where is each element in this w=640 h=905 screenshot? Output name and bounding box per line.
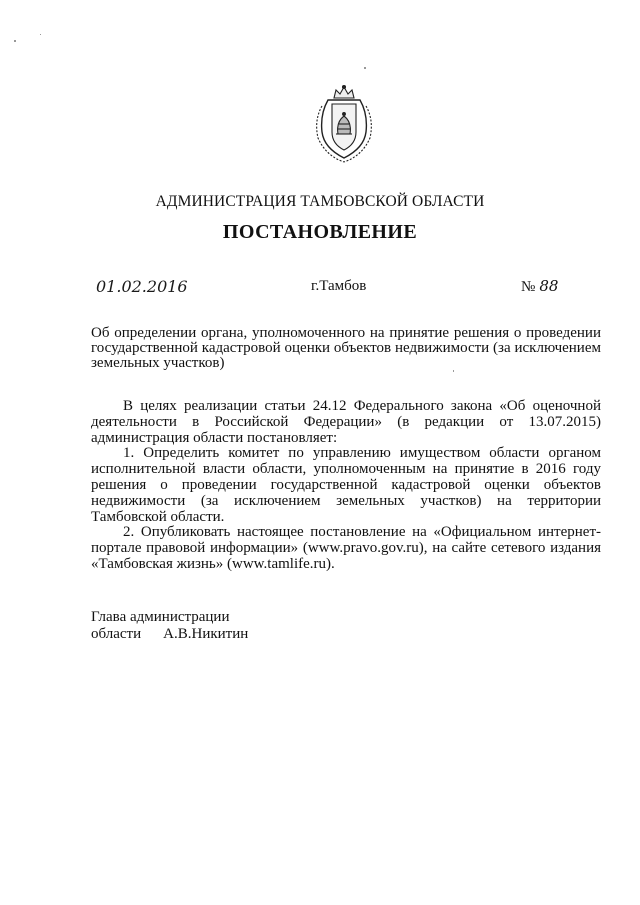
document-city: г.Тамбов (311, 278, 367, 294)
preamble-paragraph: В целях реализации статьи 24.12 Федерального закона «Об оценочной деятельности в Российской Федерации» (в редакции от 13.07.2015) администрация области постановляет: (91, 398, 601, 446)
document-type: ПОСТАНОВЛЕНИЕ (222, 221, 418, 243)
issuing-authority: АДМИНИСТРАЦИЯ ТАМБОВСКОЙ ОБЛАСТИ (155, 193, 485, 210)
scan-speck (364, 67, 366, 69)
decree-body (91, 399, 601, 573)
scan-speck (14, 40, 16, 42)
signatory-name: А.В.Никитин (163, 625, 249, 642)
document-date: 01.02.2016 (96, 277, 188, 296)
signatory-position-cont: области (91, 625, 142, 642)
decree-title: Об определении органа, уполномоченного на принятие решения о проведении государственной кадастровой оценки объектов недвижимости (за исключением земельных участков) (91, 325, 601, 371)
signature-block (91, 609, 248, 642)
clause-2-paragraph: 2. Опубликовать настоящее постановление на «Официальном интернет-портале правовой информации» (www.pravo.gov.ru), на сайте сетевого издания «Тамбовская жизнь» (www.tamlife.ru). (91, 524, 601, 572)
signatory-position: Глава администрации (91, 609, 230, 625)
number-value: 88 (539, 277, 559, 295)
scan-speck (453, 370, 454, 372)
coat-of-arms-icon (312, 84, 376, 164)
number-label: № (521, 279, 536, 295)
document-number (521, 277, 558, 296)
clause-1-paragraph: 1. Определить комитет по управлению имуществом области органом исполнительной власти области, уполномоченным на принятие в 2016 году решения о проведении государственной кадастровой оценки объектов недвижимости (за исключением земельных участков) на территории Тамбовской области. (91, 445, 601, 525)
scan-speck (40, 34, 41, 35)
